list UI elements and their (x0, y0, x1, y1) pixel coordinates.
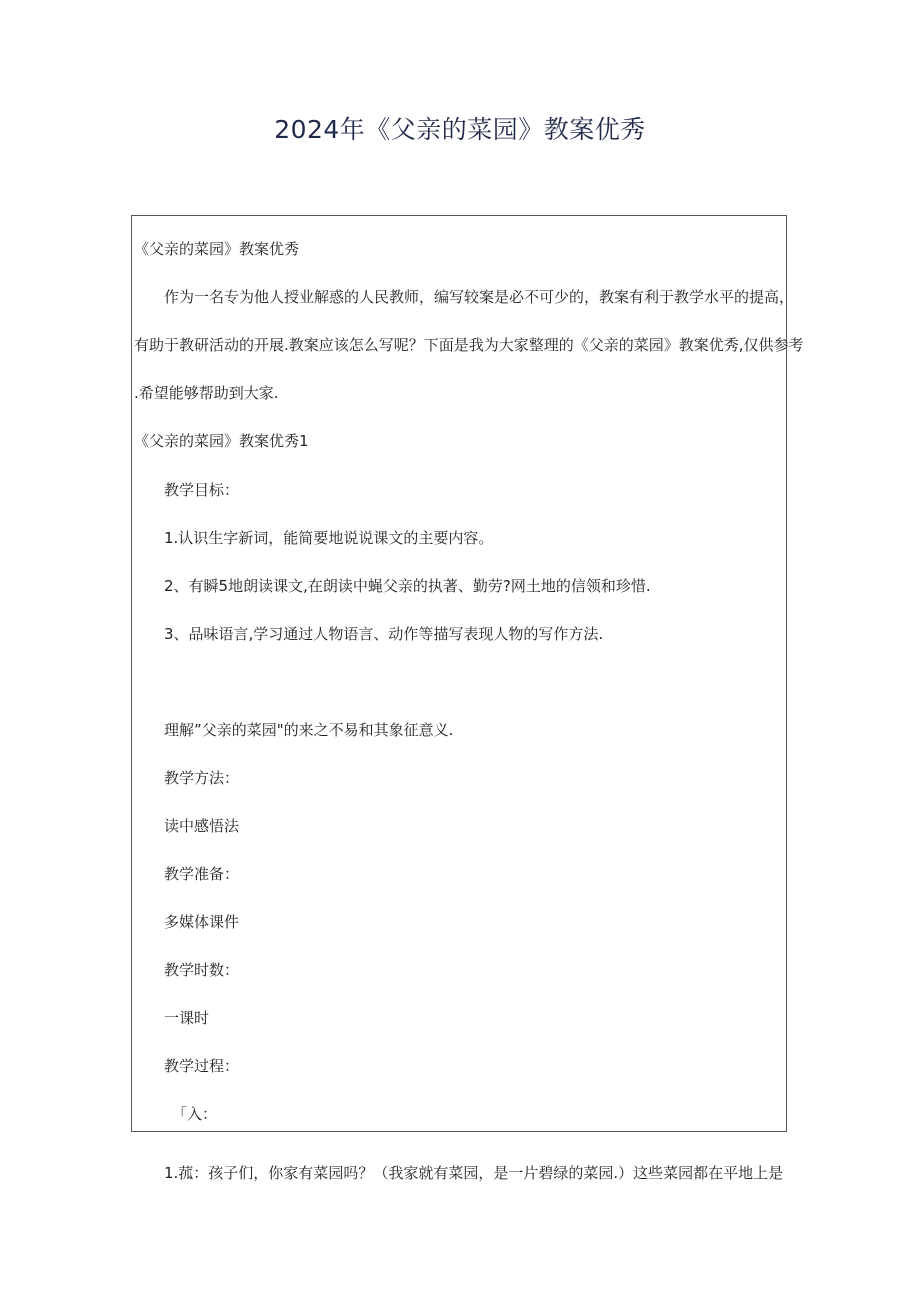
continuation-line: 1.菰：孩子们，你家有菜园吗？（我家就有菜园，是一片碧绿的菜园.）这些菜园都在平地上是 (164, 1164, 784, 1182)
intro-paragraph-line: 作为一名专为他人授业解惑的人民教师，编写较案是必不可少的，教案有利于教学水平的提高， (164, 288, 795, 306)
method-label: 教学方法： (164, 769, 240, 787)
method-value: 读中感悟法 (164, 817, 240, 835)
preparation-value: 多媒体课件 (164, 913, 240, 931)
process-step-heading: 「入： (172, 1105, 218, 1123)
section-heading: 《父亲的菜园》教案优秀 (134, 240, 300, 258)
intro-paragraph-line: 有助于教研活动的开展.教案应该怎么写呢？下面是我为大家整理的《父亲的菜园》教案优秀,仅供参考 (134, 336, 804, 354)
intro-paragraph-line: .希望能够帮助到大家. (134, 384, 279, 402)
document-title: 2024年《父亲的菜园》教案优秀 (274, 115, 646, 144)
content-frame (131, 215, 804, 1132)
objective-item: 1.认识生字新词，能简要地说说课文的主要内容。 (164, 529, 494, 547)
objectives-label: 教学目标： (164, 481, 240, 499)
preparation-label: 教学准备： (164, 865, 240, 883)
objective-item: 3、品味语言,学习通过人物语言、动作等描写表现人物的写作方法. (164, 625, 604, 643)
lesson-heading: 《父亲的菜园》教案优秀1 (134, 432, 309, 450)
key-point-line: 理解”父亲的菜园"的来之不易和其象征意义. (164, 721, 454, 739)
process-label: 教学过程： (164, 1057, 240, 1075)
objective-item: 2、有瞬5地朗读课文,在朗读中蝇父亲的执著、勤劳?网土地的信领和珍惜. (164, 577, 651, 595)
duration-value: 一课时 (164, 1009, 210, 1027)
duration-label: 教学时数： (164, 961, 240, 979)
